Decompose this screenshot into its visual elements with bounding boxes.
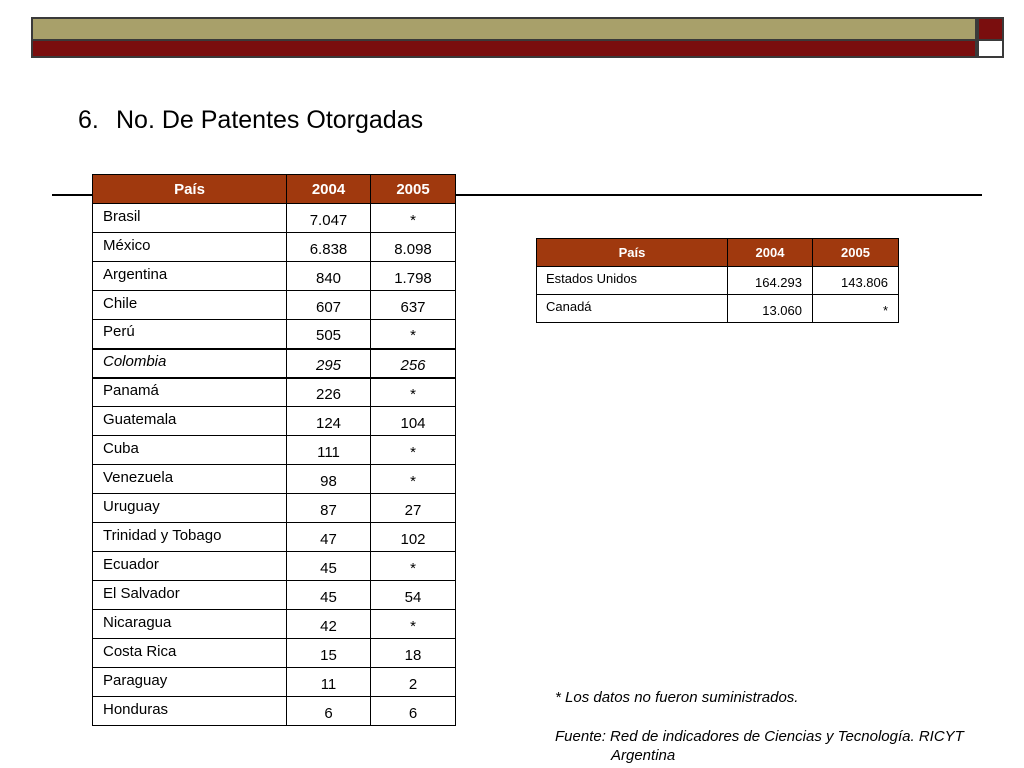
cell-2004 xyxy=(728,295,813,323)
cell-2005 xyxy=(371,552,456,581)
patents-table-north-america xyxy=(536,238,899,323)
cell-2004 xyxy=(287,697,371,726)
cell-2005 xyxy=(371,581,456,610)
header-corner-square xyxy=(977,17,1004,41)
cell-2004-text: 226 xyxy=(315,385,342,403)
cell-2004-text: 87 xyxy=(320,501,337,519)
cell-2004-text: 111 xyxy=(317,443,340,461)
cell-2004-text: 7.047 xyxy=(309,211,348,229)
cell-country xyxy=(93,204,287,233)
column-header-2004: 2004 xyxy=(728,239,813,267)
cell-2004 xyxy=(287,668,371,697)
cell-2004 xyxy=(287,233,371,262)
cell-country-text: México xyxy=(103,236,151,254)
table-row xyxy=(93,291,456,320)
table-row xyxy=(93,552,456,581)
cell-country-text: Colombia xyxy=(103,352,167,370)
cell-2005-text: * xyxy=(410,617,416,635)
cell-2004 xyxy=(287,349,371,378)
cell-2004-text: 124 xyxy=(315,414,342,432)
table-row xyxy=(93,581,456,610)
footnote-missing-data: * Los datos no fueron suministrados. xyxy=(555,689,799,706)
cell-2005 xyxy=(371,494,456,523)
cell-country xyxy=(93,233,287,262)
cell-country-text: Guatemala xyxy=(103,410,177,428)
cell-country xyxy=(93,378,287,407)
cell-country-text: Estados Unidos xyxy=(546,271,638,286)
cell-country xyxy=(93,552,287,581)
cell-2005-text: 637 xyxy=(400,298,426,316)
cell-country-text: Canadá xyxy=(546,299,592,314)
cell-2004 xyxy=(287,465,371,494)
cell-country xyxy=(93,291,287,320)
cell-2005 xyxy=(371,349,456,378)
cell-country xyxy=(93,639,287,668)
cell-2005-text: 6 xyxy=(408,704,418,722)
table-row xyxy=(93,349,456,378)
table-row xyxy=(93,436,456,465)
column-header-2004: 2004 xyxy=(287,175,371,204)
header-band-maroon xyxy=(31,41,977,58)
cell-2005 xyxy=(371,262,456,291)
cell-country xyxy=(93,523,287,552)
cell-2004 xyxy=(287,378,371,407)
cell-country-text: Nicaragua xyxy=(103,613,172,631)
cell-country-text: Honduras xyxy=(103,700,169,718)
cell-2004-text: 42 xyxy=(320,617,337,635)
cell-2004-text: 295 xyxy=(315,356,342,374)
table-row xyxy=(537,295,899,323)
cell-country-text: Trinidad y Tobago xyxy=(103,526,222,544)
header-corner-square-lower xyxy=(977,41,1004,58)
cell-country-text: Argentina xyxy=(103,265,168,283)
cell-2005-text: * xyxy=(410,211,416,229)
table-row xyxy=(93,320,456,349)
cell-country xyxy=(93,610,287,639)
column-header-2005: 2005 xyxy=(813,239,899,267)
cell-2005 xyxy=(371,291,456,320)
header-band-olive xyxy=(31,17,977,41)
cell-country-text: Ecuador xyxy=(103,555,159,573)
cell-2004-text: 11 xyxy=(320,675,337,693)
cell-2004-text: 45 xyxy=(320,559,337,577)
cell-2005-text: * xyxy=(410,559,416,577)
cell-2005-text: 27 xyxy=(404,501,422,519)
cell-country xyxy=(93,262,287,291)
source-line-2: Argentina xyxy=(611,747,676,764)
cell-2004-text: 6.838 xyxy=(309,240,348,258)
cell-2005 xyxy=(371,233,456,262)
cell-country-text: Perú xyxy=(103,323,135,341)
cell-country-text: Paraguay xyxy=(103,671,168,689)
cell-2005-text: 18 xyxy=(404,646,422,664)
table-row xyxy=(93,523,456,552)
column-header-country: País xyxy=(93,175,287,204)
cell-2005-text: * xyxy=(410,443,416,461)
table-row xyxy=(93,639,456,668)
cell-2005 xyxy=(371,668,456,697)
source-line-1: Fuente: Red de indicadores de Ciencias y Tecnología. RICYT xyxy=(555,728,964,745)
cell-2005 xyxy=(371,378,456,407)
table-header-row xyxy=(537,239,899,267)
cell-2005-text: 1.798 xyxy=(394,269,432,287)
cell-2004 xyxy=(287,204,371,233)
column-header-country: País xyxy=(537,239,728,267)
cell-2004 xyxy=(287,581,371,610)
table-row xyxy=(93,697,456,726)
table-row xyxy=(93,407,456,436)
title-text: No. De Patentes Otorgadas xyxy=(116,106,424,134)
cell-2005 xyxy=(371,465,456,494)
table-row xyxy=(93,204,456,233)
cell-country xyxy=(93,436,287,465)
cell-country-text: Costa Rica xyxy=(103,642,177,660)
cell-2005 xyxy=(371,320,456,349)
cell-country xyxy=(537,267,728,295)
cell-2005-text: 54 xyxy=(404,588,422,606)
cell-2004-text: 45 xyxy=(320,588,337,606)
cell-2005 xyxy=(371,204,456,233)
cell-2005-text: 8.098 xyxy=(394,240,432,258)
cell-2005-text: 102 xyxy=(400,530,426,548)
cell-2005 xyxy=(371,610,456,639)
cell-country-text: Venezuela xyxy=(103,468,174,486)
cell-2005 xyxy=(813,267,899,295)
cell-2005-text: * xyxy=(410,385,416,403)
cell-country-text: El Salvador xyxy=(103,584,180,602)
table-row xyxy=(93,233,456,262)
table-row xyxy=(537,267,899,295)
source-note xyxy=(555,727,964,765)
cell-2005 xyxy=(371,639,456,668)
table-row xyxy=(93,494,456,523)
cell-2005 xyxy=(371,436,456,465)
cell-country-text: Brasil xyxy=(103,207,141,225)
table-row xyxy=(93,465,456,494)
cell-2004-text: 47 xyxy=(320,530,337,548)
cell-2004 xyxy=(287,610,371,639)
cell-country xyxy=(93,465,287,494)
cell-2005-text: * xyxy=(882,303,888,318)
cell-2004-text: 6 xyxy=(324,704,333,722)
table-header-row xyxy=(93,175,456,204)
cell-2004-text: 607 xyxy=(315,298,342,316)
cell-2005-text: 2 xyxy=(408,675,418,693)
cell-2004 xyxy=(728,267,813,295)
cell-country xyxy=(93,668,287,697)
cell-2004 xyxy=(287,552,371,581)
cell-2005 xyxy=(371,697,456,726)
cell-2004-text: 13.060 xyxy=(762,303,802,318)
table-row xyxy=(93,378,456,407)
cell-2004 xyxy=(287,291,371,320)
cell-2004-text: 15 xyxy=(320,646,337,664)
cell-2004 xyxy=(287,639,371,668)
cell-2004-text: 840 xyxy=(315,269,342,287)
cell-2004 xyxy=(287,436,371,465)
cell-2005-text: 256 xyxy=(400,356,426,374)
cell-2004 xyxy=(287,523,371,552)
cell-2005 xyxy=(371,407,456,436)
page-title xyxy=(78,106,423,135)
cell-2004 xyxy=(287,407,371,436)
cell-country-text: Panamá xyxy=(103,381,159,399)
cell-2005-text: 143.806 xyxy=(841,275,888,290)
cell-2005-text: * xyxy=(410,472,416,490)
column-header-2005: 2005 xyxy=(371,175,456,204)
title-number: 6. xyxy=(78,106,99,134)
cell-2005-text: 104 xyxy=(400,414,426,432)
cell-2004 xyxy=(287,320,371,349)
cell-2005-text: * xyxy=(410,327,416,345)
cell-2005 xyxy=(813,295,899,323)
cell-country xyxy=(93,349,287,378)
cell-2004-text: 164.293 xyxy=(755,275,802,290)
cell-country xyxy=(93,697,287,726)
table-row xyxy=(93,610,456,639)
cell-2005 xyxy=(371,523,456,552)
patents-table-latam xyxy=(92,174,456,726)
cell-country xyxy=(93,320,287,349)
cell-country xyxy=(93,581,287,610)
cell-country xyxy=(537,295,728,323)
table-row xyxy=(93,262,456,291)
cell-2004-text: 98 xyxy=(320,472,337,490)
cell-2004 xyxy=(287,494,371,523)
cell-country xyxy=(93,407,287,436)
cell-country-text: Cuba xyxy=(103,439,139,457)
cell-country-text: Uruguay xyxy=(103,497,160,515)
table-row xyxy=(93,668,456,697)
cell-country-text: Chile xyxy=(103,294,138,312)
cell-2004 xyxy=(287,262,371,291)
cell-country xyxy=(93,494,287,523)
cell-2004-text: 505 xyxy=(315,327,342,345)
